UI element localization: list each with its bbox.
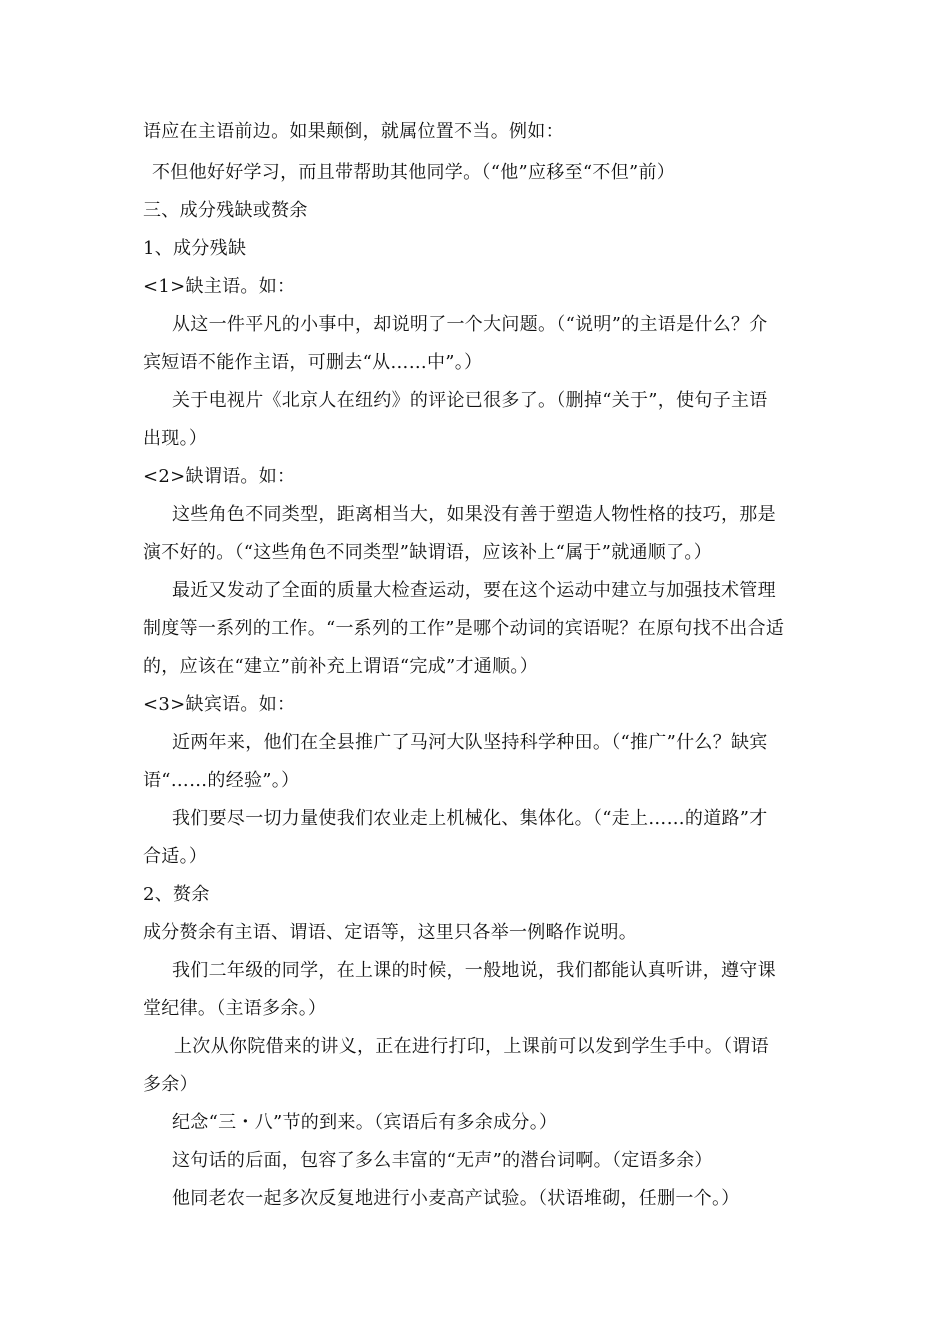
example-sentence: 关于电视片《北京人在纽约》的评论已很多了。（删掉“关于”，使句子主语 — [172, 390, 768, 411]
item-heading: <1>缺主语。如： — [143, 276, 296, 297]
text-line: 语应在主语前边。如果颠倒，就属位置不当。例如： — [143, 121, 564, 142]
example-sentence: 这句话的后面，包容了多么丰富的“无声”的潜台词啊。（定语多余） — [172, 1150, 713, 1171]
example-sentence: 纪念“三・八”节的到来。（宾语后有多余成分。） — [172, 1112, 558, 1133]
subsection-heading: 2、赘余 — [143, 884, 210, 905]
text-line: 堂纪律。（主语多余。） — [143, 998, 327, 1019]
text-line: 语“……的经验”。） — [143, 770, 300, 791]
example-sentence: 我们要尽一切力量使我们农业走上机械化、集体化。（“走上……的道路”才 — [172, 808, 768, 829]
text-line: 的，应该在“建立”前补充上谓语“完成”才通顺。） — [143, 656, 539, 677]
text-line: 制度等一系列的工作。“一系列的工作”是哪个动词的宾语呢？在原句找不出合适 — [143, 618, 785, 639]
subsection-heading: 1、成分残缺 — [143, 238, 247, 259]
example-sentence: 近两年来，他们在全县推广了马河大队坚持科学种田。（“推广”什么？缺宾 — [172, 732, 768, 753]
example-sentence: 我们二年级的同学，在上课的时候，一般地说，我们都能认真听讲，遵守课 — [172, 960, 776, 981]
item-heading: <3>缺宾语。如： — [143, 694, 296, 715]
text-line: 合适。） — [143, 846, 208, 867]
example-sentence: 他同老农一起多次反复地进行小麦高产试验。（状语堆砌，任删一个。） — [172, 1188, 740, 1209]
text-line: 成分赘余有主语、谓语、定语等，这里只各举一例略作说明。 — [143, 922, 638, 943]
example-sentence: 不但他好好学习，而且带帮助其他同学。（“他”应移至“不但”前） — [152, 162, 676, 183]
text-line: 演不好的。（“这些角色不同类型”缺谓语，应该补上“属于”就通顺了。） — [143, 542, 713, 563]
item-heading: <2>缺谓语。如： — [143, 466, 296, 487]
example-sentence: 上次从你院借来的讲义，正在进行打印，上课前可以发到学生手中。（谓语 — [174, 1036, 769, 1057]
example-sentence: 从这一件平凡的小事中，却说明了一个大问题。（“说明”的主语是什么？介 — [172, 314, 768, 335]
section-heading: 三、成分残缺或赘余 — [143, 200, 308, 221]
text-line: 出现。） — [143, 428, 208, 449]
example-sentence: 最近又发动了全面的质量大检查运动，要在这个运动中建立与加强技术管理 — [172, 580, 776, 601]
text-line: 多余） — [143, 1074, 198, 1095]
example-sentence: 这些角色不同类型，距离相当大，如果没有善于塑造人物性格的技巧，那是 — [172, 504, 776, 525]
text-line: 宾短语不能作主语，可删去“从……中”。） — [143, 352, 483, 373]
